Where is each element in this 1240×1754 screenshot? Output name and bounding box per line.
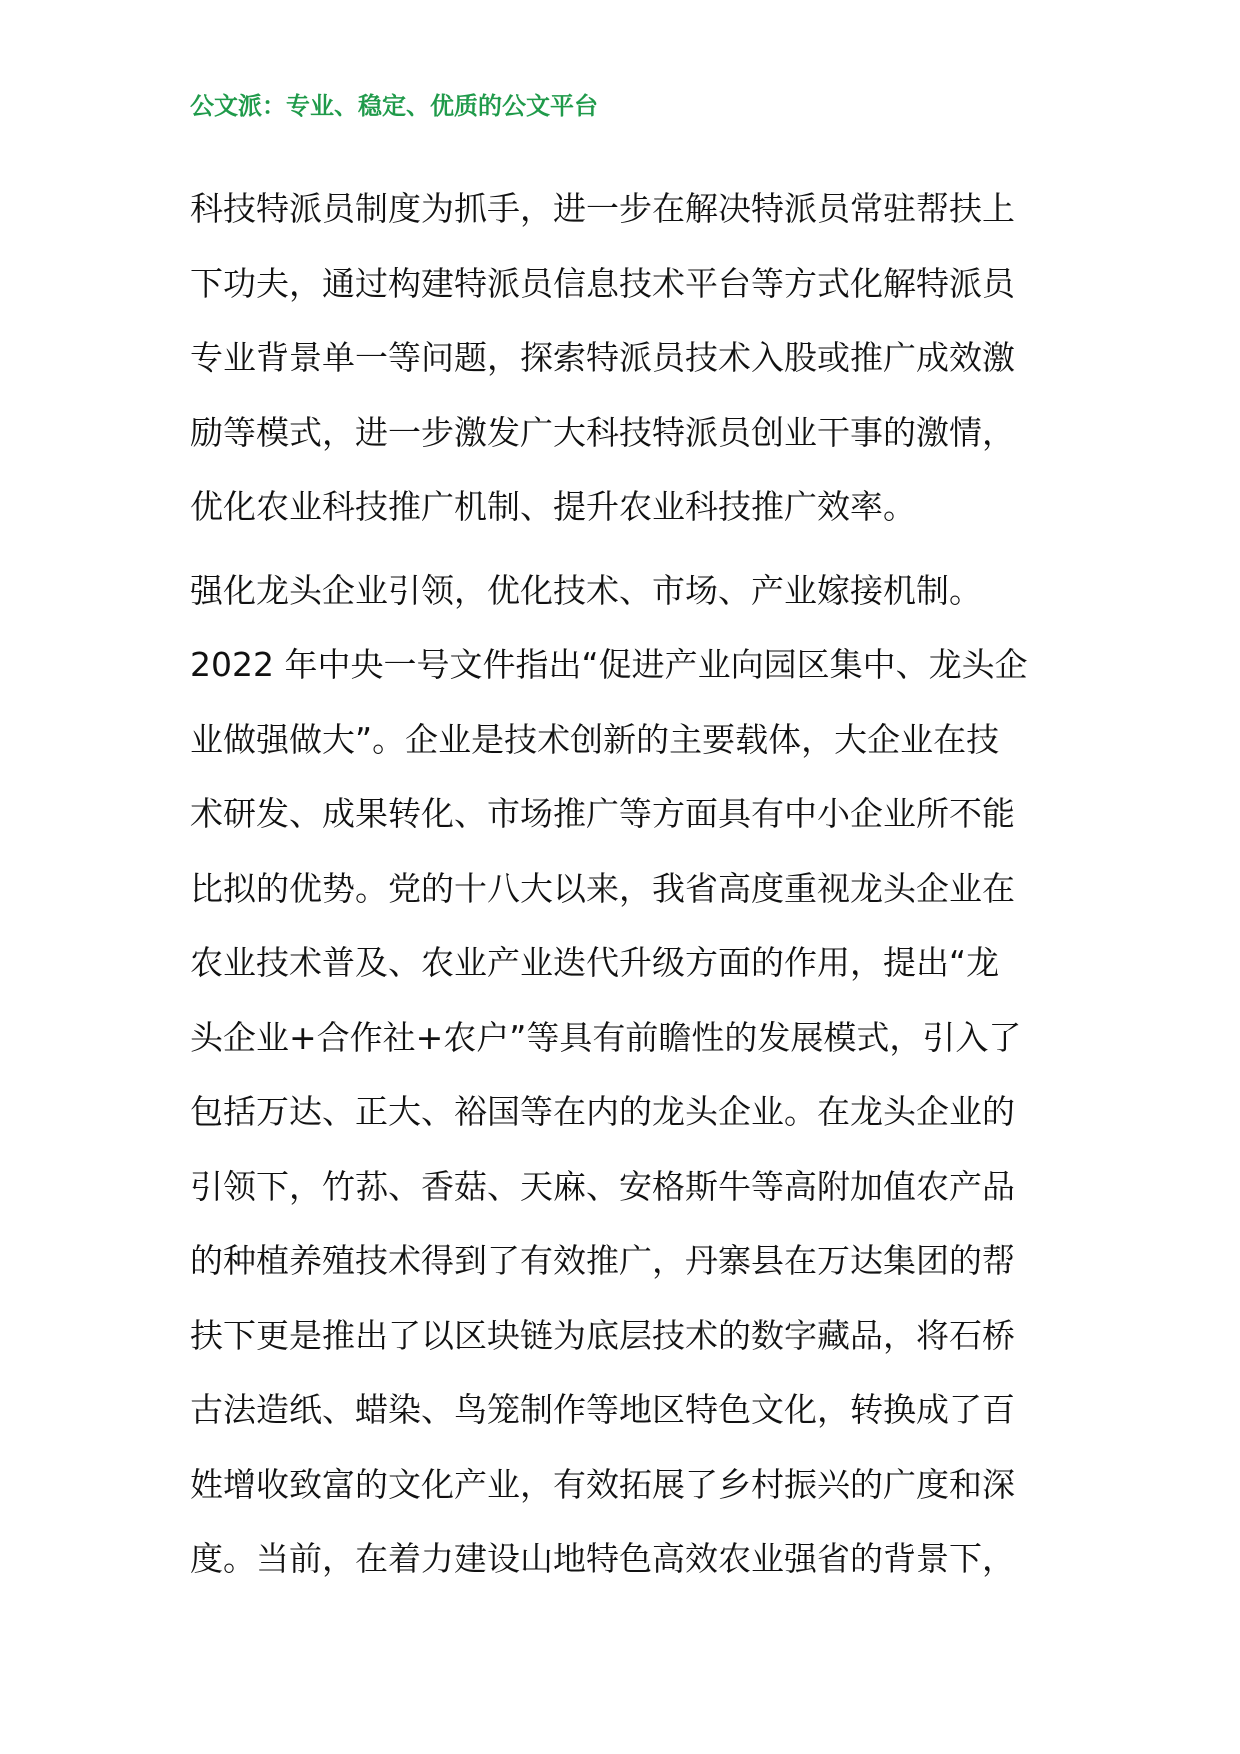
document-body: [190, 172, 1060, 1597]
text-line: 强化龙头企业引领，优化技术、市场、产业嫁接机制。: [190, 570, 982, 610]
text-line: 引领下，竹荪、香菇、天麻、安格斯牛等高附加值农产品: [190, 1166, 1015, 1206]
text-line: 古法造纸、蜡染、鸟笼制作等地区特色文化，转换成了百: [190, 1390, 1015, 1429]
text-line: 术研发、成果转化、市场推广等方面具有中小企业所不能: [190, 794, 1015, 833]
text-line: 优化农业科技推广机制、提升农业科技推广效率。: [190, 487, 916, 526]
text-line: 专业背景单一等问题，探索特派员技术入股或推广成效激: [190, 338, 1015, 377]
text-line: 扶下更是推出了以区块链为底层技术的数字藏品，将石桥: [190, 1315, 1015, 1355]
text-line: 包括万达、正大、裕国等在内的龙头企业。在龙头企业的: [190, 1092, 1015, 1131]
text-line: 的种植养殖技术得到了有效推广，丹寨县在万达集团的帮: [190, 1241, 1015, 1280]
text-line: 科技特派员制度为抓手，进一步在解决特派员常驻帮扶上: [190, 189, 1015, 228]
text-line: 励等模式，进一步激发广大科技特派员创业干事的激情，: [190, 412, 1015, 452]
header-banner: 公文派：专业、稳定、优质的公文平台: [190, 92, 598, 120]
text-line: 头企业+合作社+农户”等具有前瞻性的发展模式，引入了: [190, 1017, 1022, 1057]
text-line: 姓增收致富的文化产业，有效拓展了乡村振兴的广度和深: [190, 1464, 1015, 1504]
text-line: 下功夫，通过构建特派员信息技术平台等方式化解特派员: [190, 263, 1015, 303]
text-line: 度。当前，在着力建设山地特色高效农业强省的背景下，: [190, 1539, 1015, 1578]
text-line: 业做强做大”。企业是技术创新的主要载体，大企业在技: [190, 719, 1000, 759]
text-line: 农业技术普及、农业产业迭代升级方面的作用，提出“龙: [190, 943, 1000, 982]
paragraph-1: [190, 172, 1060, 545]
text-line: 2022 年中央一号文件指出“促进产业向园区集中、龙头企: [190, 645, 1028, 684]
text-line: 比拟的优势。党的十八大以来，我省高度重视龙头企业在: [190, 868, 1015, 908]
paragraph-2: [190, 554, 1060, 1597]
